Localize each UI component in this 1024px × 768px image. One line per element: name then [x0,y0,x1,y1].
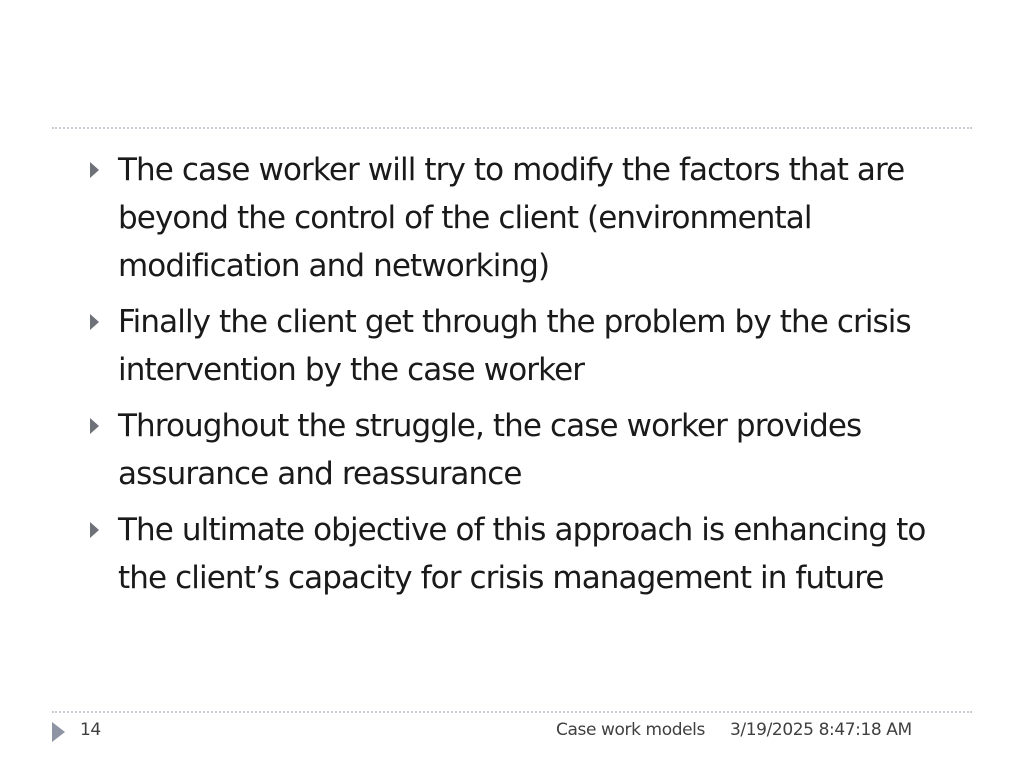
slide-number: 14 [80,720,101,740]
triangle-bullet-icon [90,418,99,434]
triangle-arrow-icon [52,722,65,742]
bullet-item [86,506,976,602]
triangle-bullet-icon [90,162,99,178]
bottom-divider [52,711,972,713]
bullet-item [86,402,976,498]
bullet-text: The case worker will try to modify the factors that are beyond the control of the client (environmental modification and networking) [118,152,905,284]
top-divider [52,127,972,129]
footer-title: Case work models [556,720,705,740]
bullet-item [86,298,976,394]
triangle-bullet-icon [90,522,99,538]
bullet-text: The ultimate objective of this approach is enhancing to the client’s capacity for crisis management in future [118,512,926,596]
triangle-bullet-icon [90,314,99,330]
footer-datetime: 3/19/2025 8:47:18 AM [730,720,912,740]
bullet-item [86,146,976,290]
bullet-text: Finally the client get through the problem by the crisis intervention by the case worker [118,304,911,388]
bullet-list [86,146,976,610]
bullet-text: Throughout the struggle, the case worker provides assurance and reassurance [118,408,862,492]
